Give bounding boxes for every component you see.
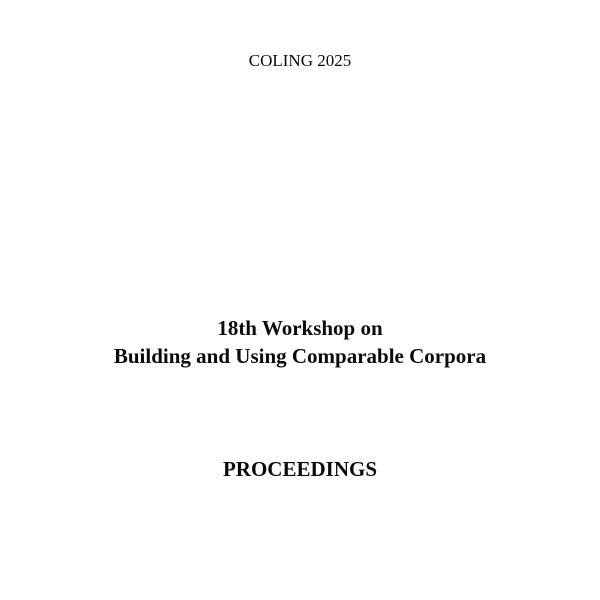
workshop-title-line2: Building and Using Comparable Corpora	[113, 344, 487, 368]
proceedings-heading: PROCEEDINGS	[222, 457, 378, 481]
workshop-title	[0, 314, 600, 370]
workshop-title-line1: 18th Workshop on	[217, 316, 383, 340]
conference-name: COLING 2025	[248, 51, 352, 70]
